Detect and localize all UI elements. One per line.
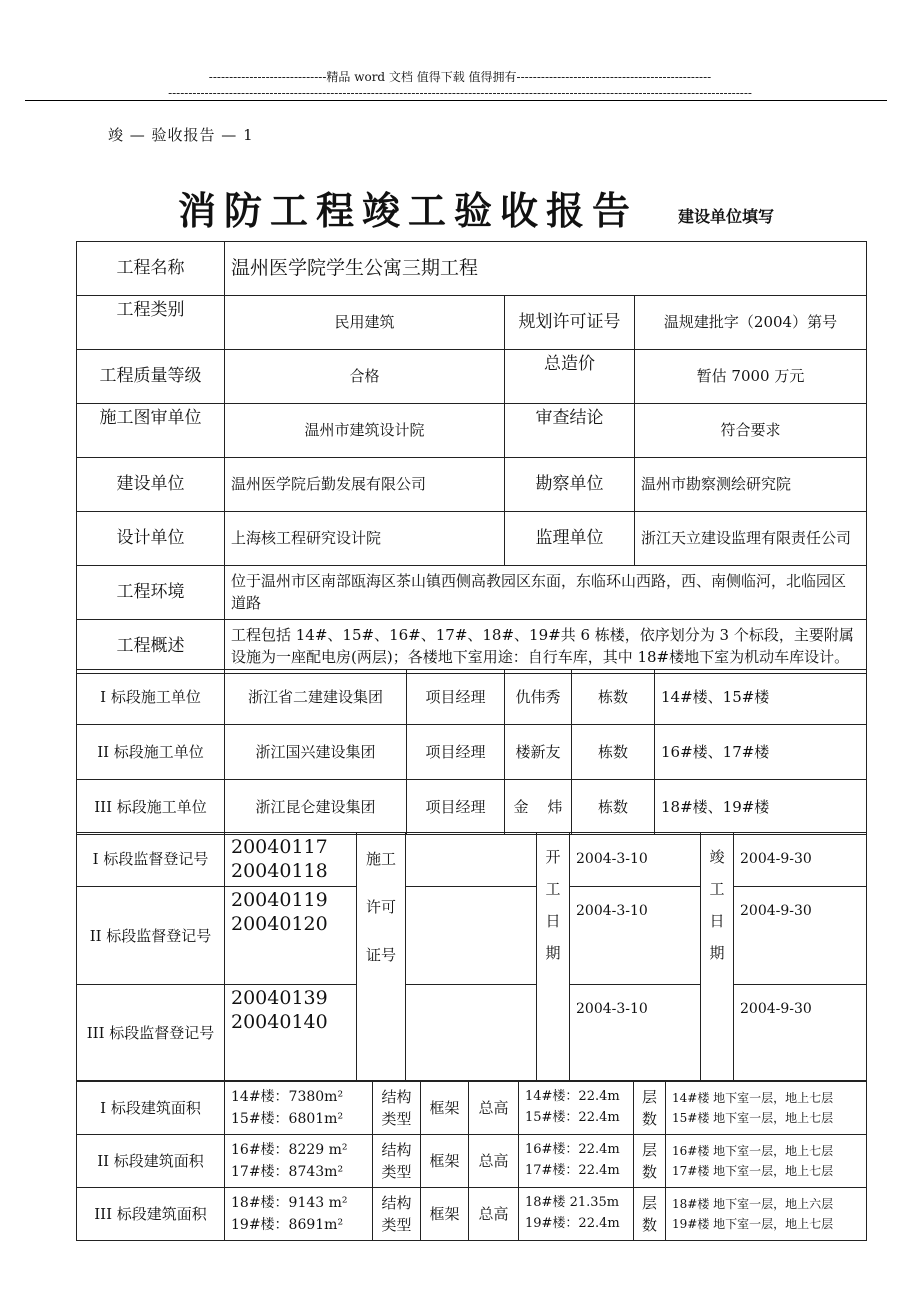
construction-permit-value: [406, 985, 537, 1081]
structure-type-value: 框架: [421, 1135, 469, 1188]
floors-values: 16#楼 地下室一层，地上七层 17#楼 地下室一层，地上七层: [666, 1135, 867, 1188]
title-note: 建设单位填写: [678, 207, 775, 226]
building-count-label: 栋数: [572, 780, 655, 835]
registration-table: [76, 832, 867, 1081]
area-values: 18#楼：9143 m² 19#楼：8691m²: [225, 1188, 373, 1241]
floors-values: 18#楼 地下室一层，地上六层 19#楼 地下室一层，地上七层: [666, 1188, 867, 1241]
structure-type-value: 框架: [421, 1082, 469, 1135]
builder-value: 温州医学院后勤发展有限公司: [225, 458, 505, 512]
area-values: 14#楼：7380m² 15#楼：6801m²: [225, 1082, 373, 1135]
project-type-label: 工程类别: [77, 296, 225, 350]
construction-permit-value: [406, 833, 537, 887]
total-height-values: 14#楼：22.4m 15#楼：22.4m: [519, 1082, 634, 1135]
start-date-value: 2004-3-10: [570, 985, 701, 1081]
contractor-row: [77, 725, 867, 780]
header-dashes: ------------------------------------------------------------------------------------------------------------------------------------------------: [168, 86, 752, 100]
registration-number: 20040117 20040118: [225, 833, 357, 887]
pm-name: 金 炜: [505, 780, 572, 835]
section-label: I 标段施工单位: [77, 670, 225, 725]
section-label: II 标段施工单位: [77, 725, 225, 780]
header-banner: -----------------------------精品 word 文档 值得下载 值得拥有------------------------------------------------: [208, 70, 712, 84]
survey-unit-label: 勘察单位: [505, 458, 635, 512]
construction-permit-label: 施工 许可 证号: [357, 833, 406, 1081]
overview-label: 工程概述: [77, 620, 225, 674]
contractor-table: [76, 669, 867, 835]
header-rule: [25, 100, 887, 101]
building-count-label: 栋数: [572, 670, 655, 725]
total-height-label: 总高: [469, 1188, 519, 1241]
contractor-row: [77, 780, 867, 835]
project-name-value: 温州医学院学生公寓三期工程: [225, 242, 867, 296]
building-area-table: [76, 1081, 867, 1241]
total-cost-value: 暂估 7000 万元: [635, 350, 867, 404]
section-company: 浙江省二建建设集团: [225, 670, 407, 725]
supervision-unit-value: 浙江天立建设监理有限责任公司: [635, 512, 867, 566]
page-title: 消防工程竣工验收报告: [178, 189, 639, 233]
floors-label: 层数: [634, 1188, 666, 1241]
contractor-row: [77, 670, 867, 725]
planning-permit-label: 规划许可证号: [505, 296, 635, 350]
start-date-label: 开 工 日 期: [537, 833, 570, 1081]
area-row: [77, 1082, 867, 1135]
end-date-value: 2004-9-30: [734, 985, 867, 1081]
pm-name: 仇伟秀: [505, 670, 572, 725]
registration-number: 20040139 20040140: [225, 985, 357, 1081]
planning-permit-value: 温规建批字（2004）第号: [635, 296, 867, 350]
page-subtitle: 竣 — 验收报告 — 1: [108, 126, 254, 144]
structure-type-label: 结构类型: [373, 1082, 421, 1135]
survey-unit-value: 温州市勘察测绘研究院: [635, 458, 867, 512]
environment-value: 位于温州市区南部瓯海区茶山镇西侧高教园区东面，东临环山西路，西、南侧临河，北临园区道路: [225, 566, 867, 620]
structure-type-label: 结构类型: [373, 1188, 421, 1241]
registration-number: 20040119 20040120: [225, 887, 357, 985]
review-result-label: 审查结论: [505, 404, 635, 458]
construction-permit-value: [406, 887, 537, 985]
project-type-value: 民用建筑: [225, 296, 505, 350]
floors-label: 层数: [634, 1135, 666, 1188]
section-company: 浙江国兴建设集团: [225, 725, 407, 780]
review-unit-value: 温州市建筑设计院: [225, 404, 505, 458]
area-values: 16#楼：8229 m² 17#楼：8743m²: [225, 1135, 373, 1188]
project-info-table: [76, 241, 867, 674]
design-unit-label: 设计单位: [77, 512, 225, 566]
area-label: II 标段建筑面积: [77, 1135, 225, 1188]
total-height-label: 总高: [469, 1135, 519, 1188]
floors-label: 层数: [634, 1082, 666, 1135]
builder-label: 建设单位: [77, 458, 225, 512]
building-list: 14#楼、15#楼: [655, 670, 867, 725]
structure-type-value: 框架: [421, 1188, 469, 1241]
total-height-label: 总高: [469, 1082, 519, 1135]
structure-type-label: 结构类型: [373, 1135, 421, 1188]
review-result-value: 符合要求: [635, 404, 867, 458]
section-company: 浙江昆仑建设集团: [225, 780, 407, 835]
project-name-label: 工程名称: [77, 242, 225, 296]
overview-value: 工程包括 14#、15#、16#、17#、18#、19#共 6 栋楼，依序划分为 3 个标段，主要附属设施为一座配电房(两层)；各楼地下室用途：自行车库，其中 18#楼地下室为机动车库设计。: [225, 620, 867, 674]
total-height-values: 16#楼：22.4m 17#楼：22.4m: [519, 1135, 634, 1188]
building-count-label: 栋数: [572, 725, 655, 780]
registration-label: I 标段监督登记号: [77, 833, 225, 887]
pm-label: 项目经理: [407, 780, 505, 835]
registration-label: II 标段监督登记号: [77, 887, 225, 985]
area-label: III 标段建筑面积: [77, 1188, 225, 1241]
area-row: [77, 1188, 867, 1241]
quality-grade-value: 合格: [225, 350, 505, 404]
quality-grade-label: 工程质量等级: [77, 350, 225, 404]
pm-label: 项目经理: [407, 725, 505, 780]
building-list: 16#楼、17#楼: [655, 725, 867, 780]
area-label: I 标段建筑面积: [77, 1082, 225, 1135]
end-date-value: 2004-9-30: [734, 833, 867, 887]
total-height-values: 18#楼 21.35m 19#楼：22.4m: [519, 1188, 634, 1241]
review-unit-label: 施工图审单位: [77, 404, 225, 458]
pm-label: 项目经理: [407, 670, 505, 725]
design-unit-value: 上海核工程研究设计院: [225, 512, 505, 566]
section-label: III 标段施工单位: [77, 780, 225, 835]
floors-values: 14#楼 地下室一层，地上七层 15#楼 地下室一层，地上七层: [666, 1082, 867, 1135]
area-row: [77, 1135, 867, 1188]
end-date-value: 2004-9-30: [734, 887, 867, 985]
total-cost-label: 总造价: [505, 350, 635, 404]
start-date-value: 2004-3-10: [570, 833, 701, 887]
environment-label: 工程环境: [77, 566, 225, 620]
pm-name: 楼新友: [505, 725, 572, 780]
start-date-value: 2004-3-10: [570, 887, 701, 985]
supervision-unit-label: 监理单位: [505, 512, 635, 566]
building-list: 18#楼、19#楼: [655, 780, 867, 835]
end-date-label: 竣 工 日 期: [701, 833, 734, 1081]
registration-label: III 标段监督登记号: [77, 985, 225, 1081]
